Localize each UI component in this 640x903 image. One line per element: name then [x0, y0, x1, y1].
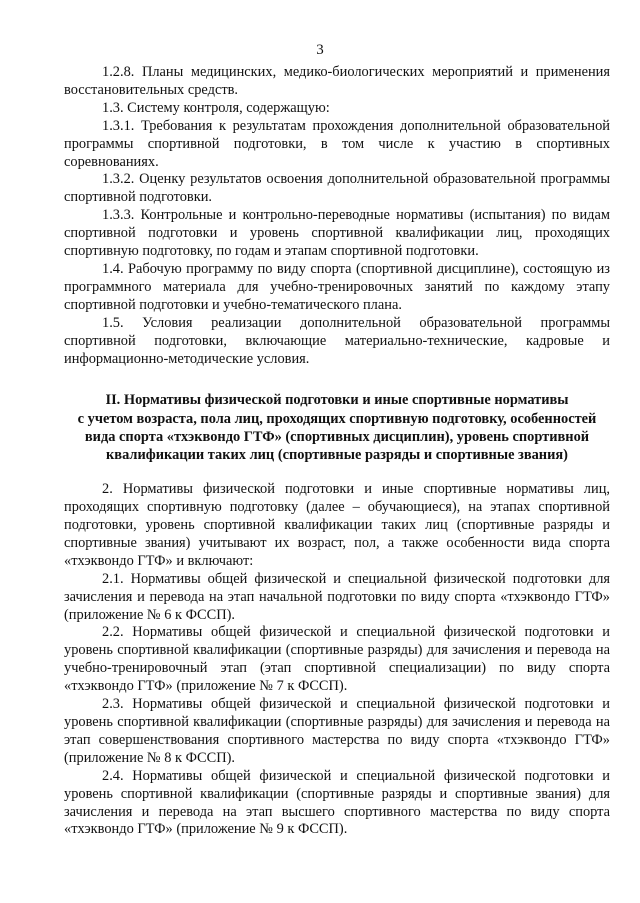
- section-heading-line: II. Нормативы физической подготовки и иные спортивные нормативы: [105, 392, 569, 409]
- paragraph-2: 2. Нормативы физической подготовки и иные спортивные нормативы лиц, проходящих спортивную подготовку (далее – обучающиеся), на этапах спортивной подготовки, уровень спортивной квалификации таких лиц (спортивные разряды и спортивные звания) учитывают их возраст, пол, а также особенности вида спорта «тхэквондо ГТФ» и включают:: [64, 481, 610, 569]
- section-heading-line: с учетом возраста, пола лиц, проходящих спортивную подготовку, особенностей: [77, 410, 597, 427]
- page-number: 3: [316, 42, 324, 58]
- paragraph-2-4: 2.4. Нормативы общей физической и специальной физической подготовки и уровень спортивной квалификации (спортивные разряды и спортивные звания) для зачисления и перевода на этап высшего спортивного мастерства по виду спорта «тхэквондо ГТФ» (приложение № 9 к ФССП).: [64, 767, 610, 838]
- paragraph-1-3-3: 1.3.3. Контрольные и контрольно-переводные нормативы (испытания) по видам спортивной подготовки и уровень спортивной квалификации лиц, проходящих спортивную подготовку, по годам и этапам спортивной подготовки.: [64, 207, 610, 260]
- section-heading-line: квалификации таких лиц (спортивные разряды и спортивные звания): [106, 447, 568, 464]
- section-heading: [64, 391, 610, 464]
- paragraph-2-2: 2.2. Нормативы общей физической и специальной физической подготовки и уровень спортивной квалификации (спортивные разряды) для зачисления и перевода на учебно-тренировочный этап (этап спортивной специализации) по виду спорта «тхэквондо ГТФ» (приложение № 7 к ФССП).: [64, 624, 610, 695]
- paragraph-1-3: 1.3. Систему контроля, содержащую:: [102, 99, 330, 116]
- paragraph-1-4: 1.4. Рабочую программу по виду спорта (спортивной дисциплине), состоящую из программного материала для учебно-тренировочных занятий по каждому этапу спортивной подготовки и учебно-тематического плана.: [64, 260, 610, 313]
- paragraph-2-3: 2.3. Нормативы общей физической и специальной физической подготовки и уровень спортивной квалификации (спортивные разряды) для зачисления и перевода на этап совершенствования спортивного мастерства по виду спорта «тхэквондо ГТФ» (приложение № 8 к ФССП).: [64, 696, 610, 766]
- section-heading-line: вида спорта «тхэквондо ГТФ» (спортивных дисциплин), уровень спортивной: [84, 428, 590, 445]
- paragraph-1-3-1: 1.3.1. Требования к результатам прохождения дополнительной образовательной программы спортивной подготовки, в том числе к участию в спортивных соревнованиях.: [64, 117, 610, 170]
- paragraph-2-1: 2.1. Нормативы общей физической и специальной физической подготовки для зачисления и перевода на этап начальной подготовки по виду спорта «тхэквондо ГТФ» (приложение № 6 к ФССП).: [64, 570, 610, 623]
- paragraph-1-5: 1.5. Условия реализации дополнительной образовательной программы спортивной подготовки, включающие материально-технические, кадровые и информационно-методические условия.: [64, 314, 610, 367]
- page-content: [64, 64, 610, 839]
- paragraph-1-3-2: 1.3.2. Оценку результатов освоения дополнительной образовательной программы спортивной подготовки.: [64, 171, 610, 206]
- paragraph-1-2-8: 1.2.8. Планы медицинских, медико-биологических мероприятий и применения восстановительных средств.: [64, 64, 610, 98]
